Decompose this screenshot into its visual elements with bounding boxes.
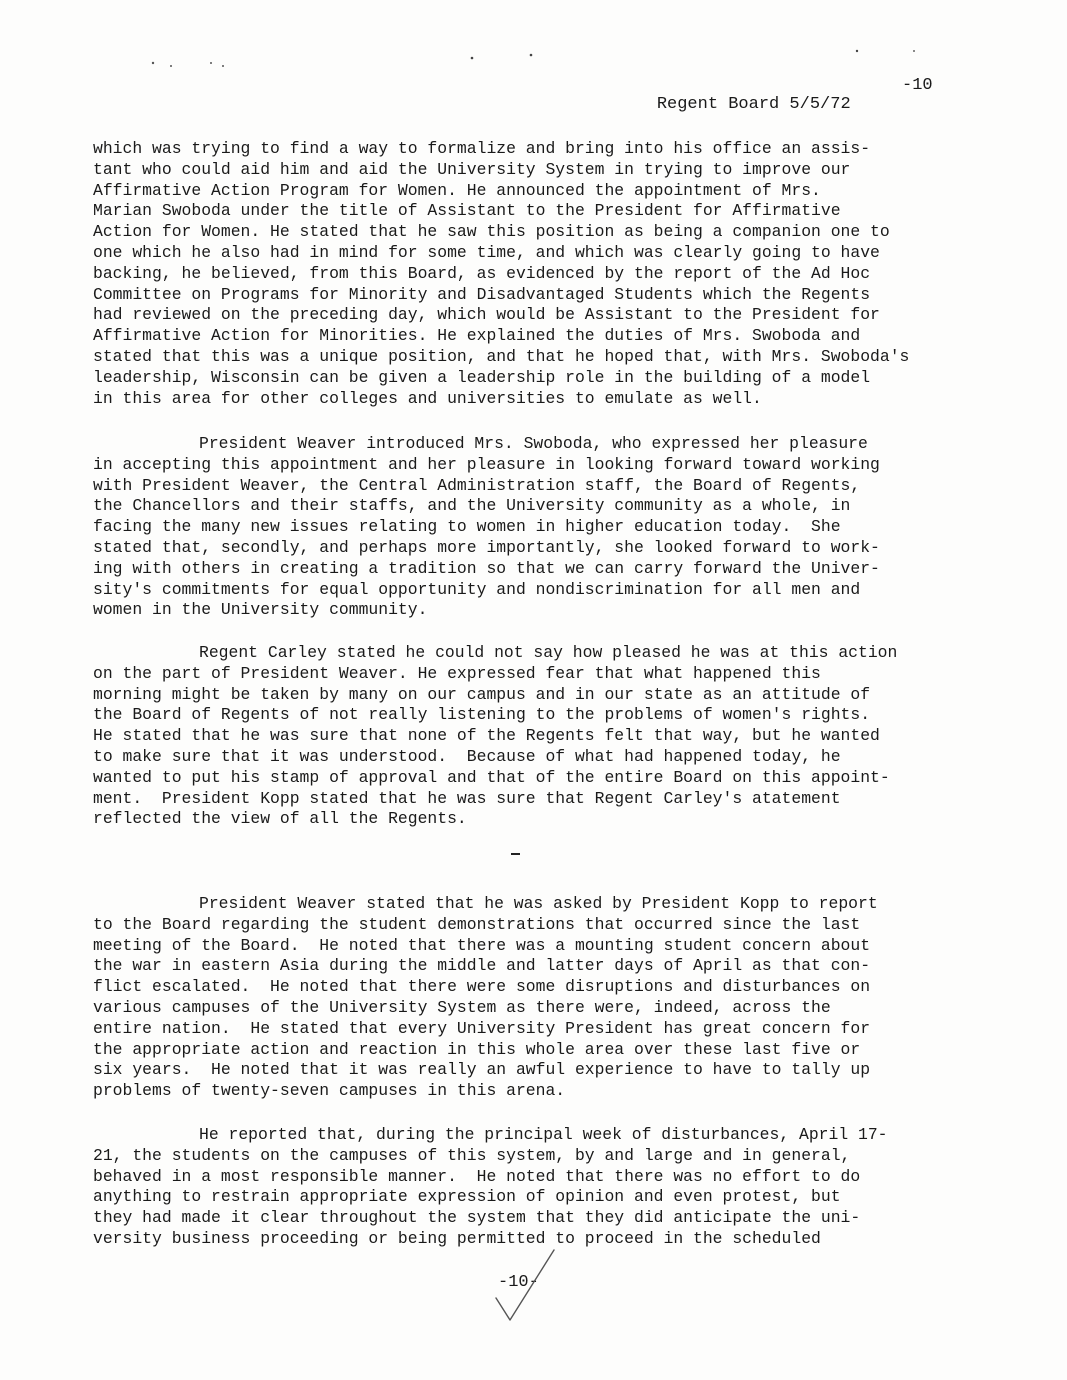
text-line: Action for Women. He stated that he saw this position as being a companion one to — [93, 222, 890, 242]
text-line: with President Weaver, the Central Administration staff, the Board of Regents, — [93, 475, 861, 495]
text-line: President Weaver introduced Mrs. Swoboda, who expressed her pleasure — [199, 434, 868, 453]
text-line: stated that this was a unique position, and that he hoped that, with Mrs. Swoboda's — [93, 346, 910, 366]
text-line: ing with others in creating a tradition so that we can carry forward the Univer- — [93, 558, 880, 578]
text-line: anything to restrain appropriate expression of opinion and even protest, but — [93, 1187, 841, 1207]
text-line: meeting of the Board. He noted that there was a mounting student concern about — [93, 935, 871, 955]
text-line: morning might be taken by many on our campus and in our state as an attitude of — [93, 684, 871, 704]
text-line: the appropriate action and reaction in this whole area over these last five or — [93, 1039, 861, 1059]
paragraph-5 — [93, 1125, 993, 1250]
text-line: one which he also had in mind for some time, and which was clearly going to have — [93, 242, 880, 262]
text-line: tant who could aid him and aid the University System in trying to improve our — [93, 159, 851, 179]
text-line: versity business proceeding or being permitted to proceed in the scheduled — [93, 1228, 821, 1248]
text-line: six years. He noted that it was really an awful experience to have to tally up — [93, 1060, 871, 1080]
text-line: the war in eastern Asia during the middle and latter days of April as that con- — [93, 956, 871, 976]
text-line: sity's commitments for equal opportunity and nondiscrimination for all men and — [93, 579, 861, 599]
text-line: the Chancellors and their staffs, and the University community as a whole, in — [93, 496, 851, 516]
paragraph-2 — [93, 434, 993, 621]
text-line: He stated that he was sure that none of the Regents felt that way, but he wanted — [93, 726, 880, 746]
text-line: wanted to put his stamp of approval and that of the entire Board on this appoint- — [93, 767, 890, 787]
text-line: He reported that, during the principal week of disturbances, April 17- — [199, 1125, 888, 1144]
footer-page-number: -10- — [498, 1273, 539, 1292]
text-line: reflected the view of all the Regents. — [93, 809, 467, 829]
text-line: which was trying to find a way to formalize and bring into his office an assis- — [93, 139, 871, 158]
text-line: women in the University community. — [93, 600, 428, 620]
text-line: various campuses of the University System as there were, indeed, across the — [93, 997, 831, 1017]
scan-specks — [0, 0, 1067, 140]
paragraph-4 — [93, 894, 993, 1102]
text-line: had reviewed on the preceding day, which would be Assistant to the President for — [93, 305, 880, 325]
text-line: in accepting this appointment and her pleasure in looking forward toward working — [93, 454, 880, 474]
text-line: 21, the students on the campuses of this system, by and large and in general, — [93, 1145, 851, 1165]
text-line: Affirmative Action for Minorities. He explained the duties of Mrs. Swoboda and — [93, 326, 861, 346]
text-line: in this area for other colleges and universities to emulate as well. — [93, 388, 762, 408]
section-separator — [511, 853, 520, 855]
text-line: problems of twenty-seven campuses in this arena. — [93, 1081, 566, 1101]
text-line: on the part of President Weaver. He expressed fear that what happened this — [93, 663, 821, 683]
text-line: to the Board regarding the student demonstrations that occurred since the last — [93, 914, 861, 934]
text-line: leadership, Wisconsin can be given a leadership role in the building of a model — [93, 367, 871, 387]
header-page-number: -10 — [902, 76, 933, 95]
text-line: Committee on Programs for Minority and Disadvantaged Students which the Regents — [93, 284, 871, 304]
paragraph-1 — [93, 139, 993, 409]
text-line: the Board of Regents of not really listening to the problems of women's rights. — [93, 705, 871, 725]
header-title: Regent Board 5/5/72 — [656, 95, 851, 114]
text-line: they had made it clear throughout the system that they did anticipate the uni- — [93, 1208, 861, 1228]
text-line: entire nation. He stated that every University President has great concern for — [93, 1018, 871, 1038]
text-line: to make sure that it was understood. Because of what had happened today, he — [93, 746, 841, 766]
text-line: Regent Carley stated he could not say how pleased he was at this action — [199, 643, 898, 662]
checkmark-icon — [488, 1246, 558, 1326]
text-line: facing the many new issues relating to women in higher education today. She — [93, 517, 841, 537]
paragraph-3 — [93, 643, 993, 830]
text-line: President Weaver stated that he was asked by President Kopp to report — [199, 894, 878, 913]
text-line: stated that, secondly, and perhaps more importantly, she looked forward to work- — [93, 537, 880, 557]
text-line: Marian Swoboda under the title of Assistant to the President for Affirmative — [93, 201, 841, 221]
text-line: Affirmative Action Program for Women. He announced the appointment of Mrs. — [93, 180, 821, 200]
text-line: backing, he believed, from this Board, as evidenced by the report of the Ad Hoc — [93, 263, 871, 283]
text-line: flict escalated. He noted that there were some disruptions and disturbances on — [93, 977, 871, 997]
text-line: ment. President Kopp stated that he was sure that Regent Carley's atatement — [93, 788, 841, 808]
text-line: behaved in a most responsible manner. He noted that there was no effort to do — [93, 1166, 861, 1186]
